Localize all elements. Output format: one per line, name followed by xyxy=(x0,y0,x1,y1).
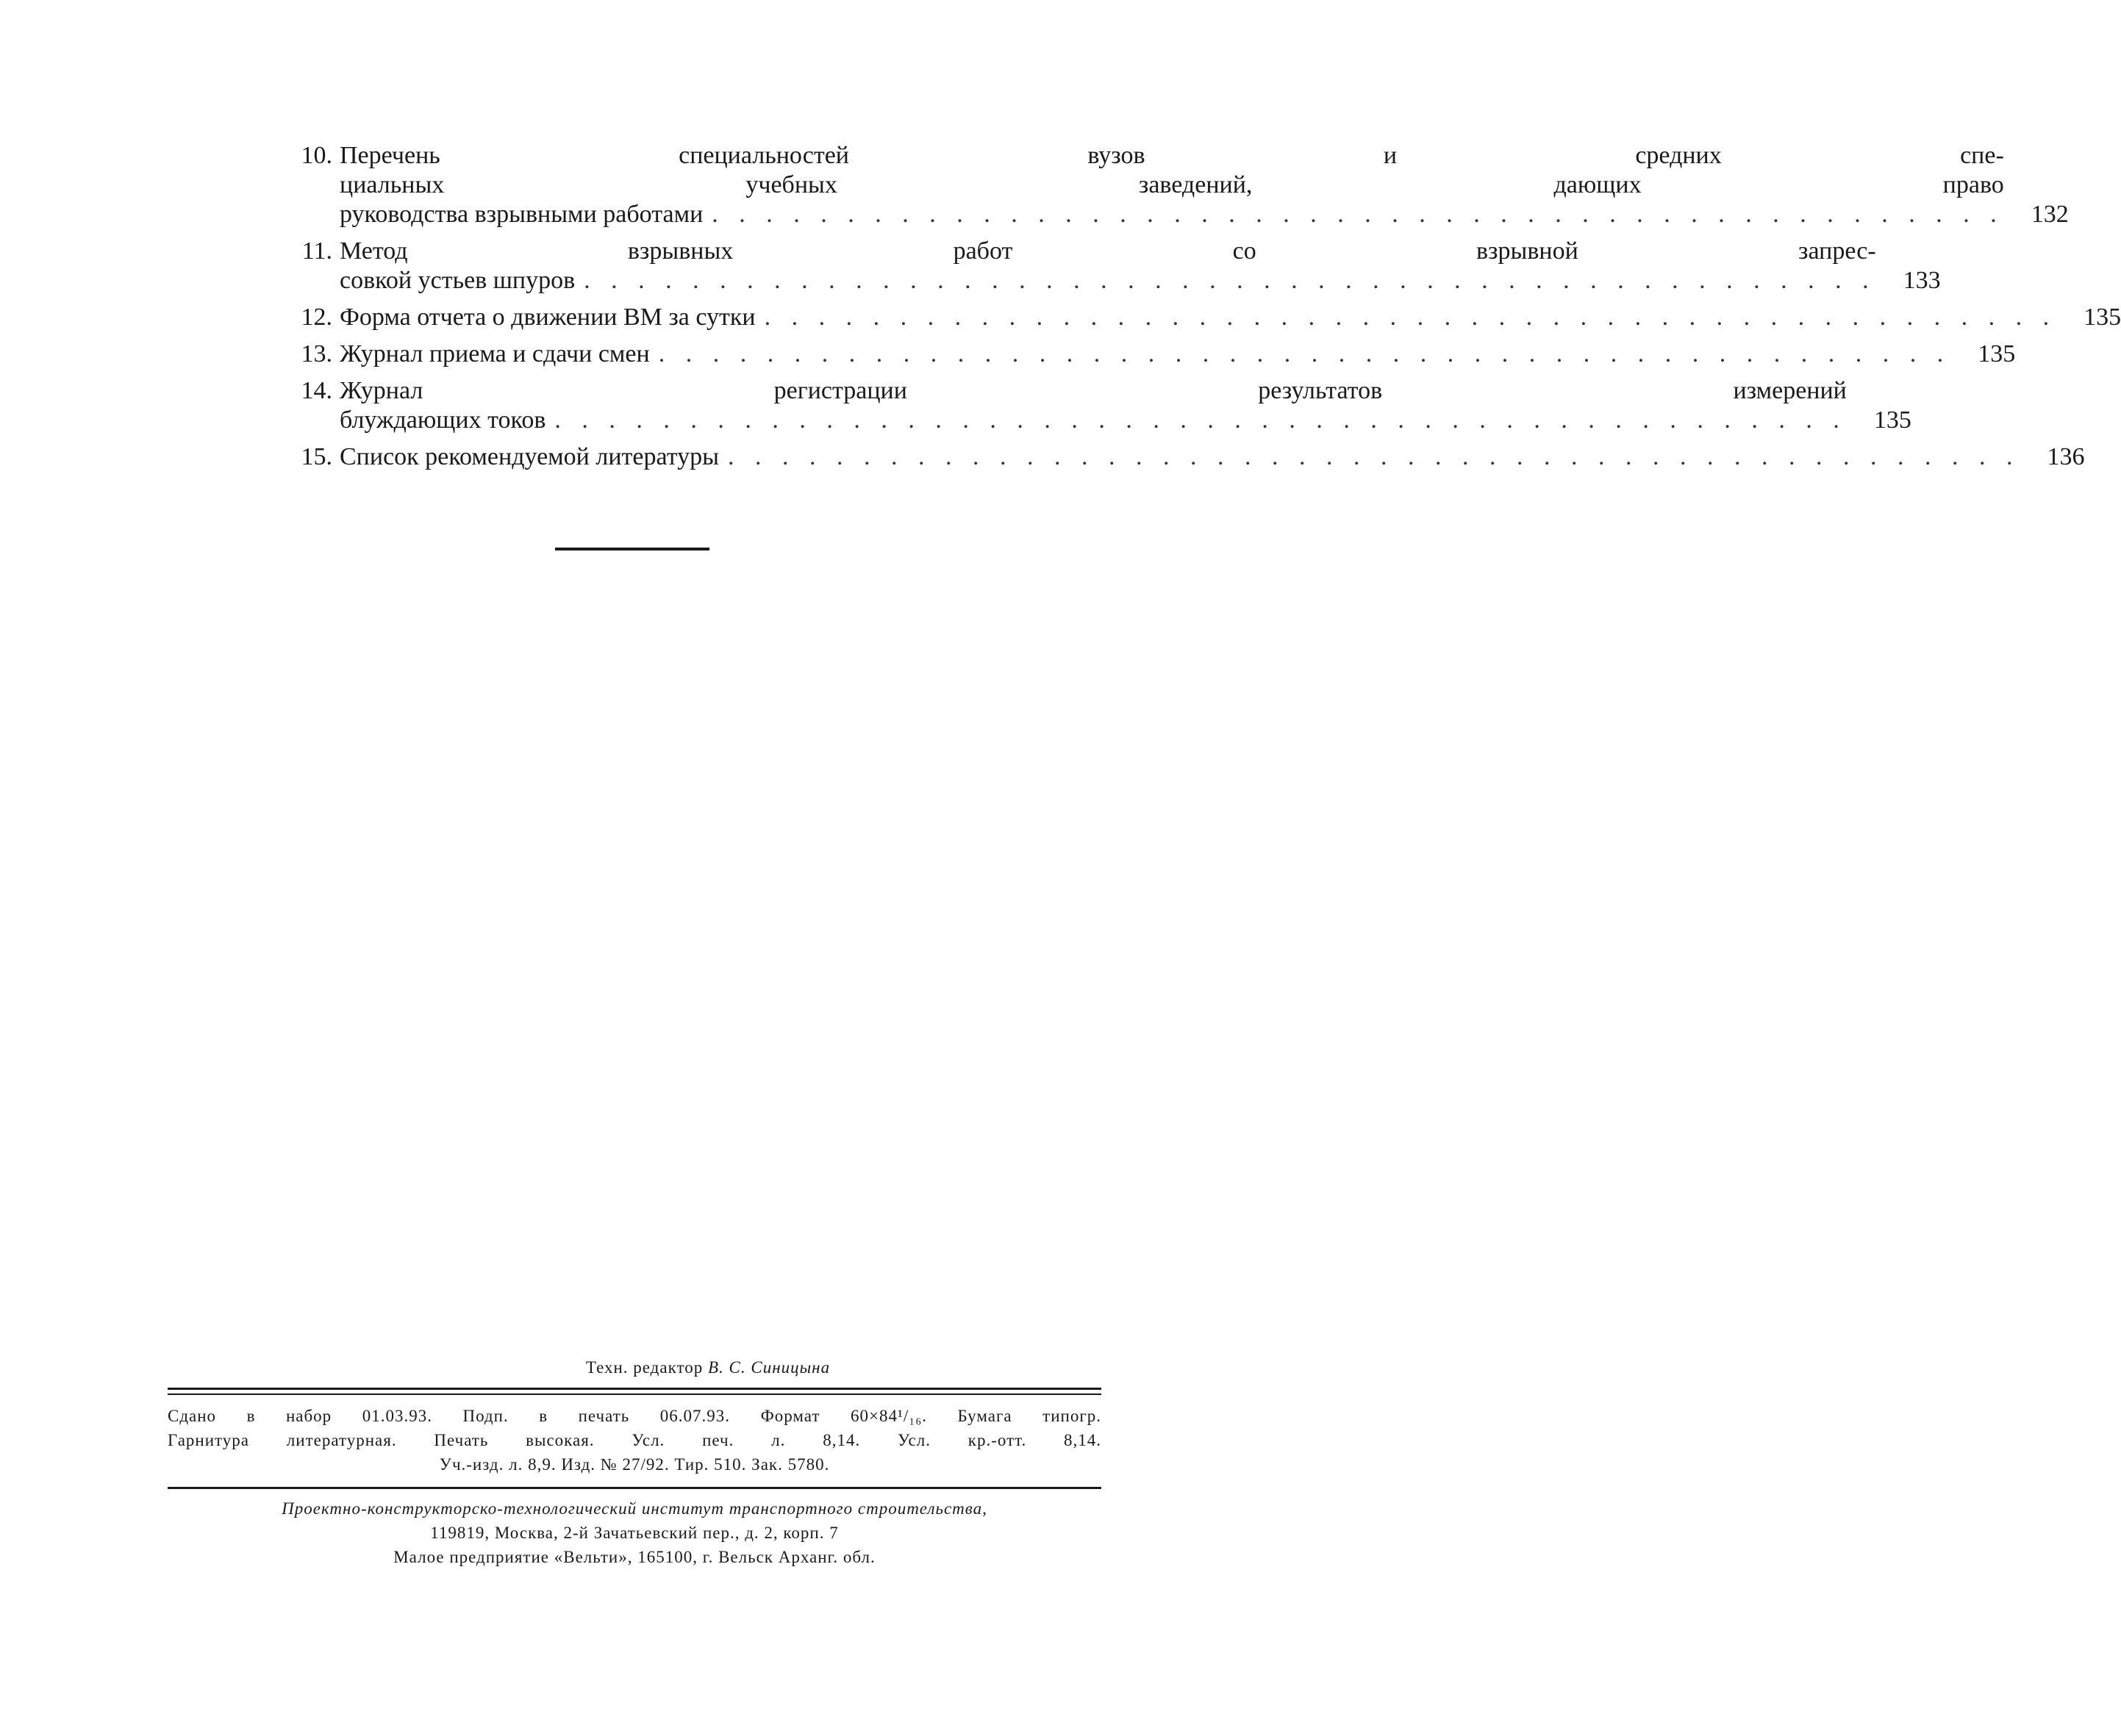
toc-item-body xyxy=(340,237,1941,295)
toc-leader-dots xyxy=(703,200,2004,229)
editor-name: В. С. Синицына xyxy=(707,1358,831,1377)
toc-item-page: 133 xyxy=(1903,267,1941,294)
imprint-details-line: Сдано в набор 01.03.93. Подп. в печать 06.07.93. Формат 60×84¹/₁₆. Бумага типогр. xyxy=(168,1407,1101,1425)
toc-item xyxy=(294,442,2085,472)
table-of-contents xyxy=(294,141,2121,479)
toc-leader-dots xyxy=(756,303,2057,332)
toc-item-title: Форма отчета о движении ВМ за сутки xyxy=(340,304,756,331)
toc-item-page: 132 xyxy=(2031,201,2069,228)
toc-item xyxy=(294,376,1911,435)
toc-leader-dots xyxy=(575,266,1876,295)
toc-item-last-line xyxy=(340,340,2015,369)
toc-item-last-line xyxy=(340,406,1911,435)
toc-item-number: 14. xyxy=(301,377,332,404)
toc-leader-dots xyxy=(546,406,1847,435)
toc-item-last-line xyxy=(340,303,2121,332)
imprint-details-line: Уч.-изд. л. 8,9. Изд. № 27/92. Тир. 510. Зак. 5780. xyxy=(439,1455,830,1474)
toc-item-body xyxy=(340,141,2069,229)
publisher-address: 119819, Москва, 2-й Зачатьевский пер., д. 2, корп. 7 xyxy=(430,1524,839,1542)
toc-item-line: Журнал регистрации результатов измерений xyxy=(340,377,1847,404)
toc-item-body xyxy=(340,376,1911,435)
toc-item-page: 135 xyxy=(1978,340,2016,367)
publisher-name: Проектно-конструкторско-технологический институт транспортного строительства, xyxy=(282,1499,987,1518)
imprint-block xyxy=(168,1358,1101,1569)
toc-item xyxy=(294,340,2016,369)
toc-item-title-end: руководства взрывными работами xyxy=(340,201,704,228)
section-divider xyxy=(555,548,709,550)
toc-item-number: 12. xyxy=(301,304,332,331)
toc-item-page: 135 xyxy=(1873,406,1911,434)
technical-editor xyxy=(315,1358,1101,1377)
toc-item xyxy=(294,141,2069,229)
printer-info: Малое предприятие «Вельти», 165100, г. Вельск Арханг. обл. xyxy=(393,1548,876,1566)
toc-item-number: 11. xyxy=(301,237,332,265)
toc-item-body xyxy=(340,442,2084,472)
toc-item-title: Список рекомендуемой литературы xyxy=(340,443,719,470)
toc-item-last-line xyxy=(340,200,2069,229)
single-rule xyxy=(168,1487,1101,1489)
toc-leader-dots xyxy=(719,442,2020,472)
toc-item-number: 15. xyxy=(301,443,332,470)
toc-item-title: Журнал приема и сдачи смен xyxy=(340,340,650,367)
toc-item-page: 136 xyxy=(2047,443,2085,470)
toc-item-line: циальных учебных заведений, дающих право xyxy=(340,171,2004,198)
toc-item-last-line xyxy=(340,266,1941,295)
toc-item-line: Метод взрывных работ со взрывной запрес- xyxy=(340,237,1876,265)
toc-item-number: 13. xyxy=(301,340,332,367)
imprint-details-line: Гарнитура литературная. Печать высокая. Усл. печ. л. 8,14. Усл. кр.-отт. 8,14. xyxy=(168,1431,1101,1449)
toc-item-line: Перечень специальностей вузов и средних спе- xyxy=(340,142,2004,169)
toc-item xyxy=(294,303,2121,332)
toc-leader-dots xyxy=(650,340,1951,369)
editor-label: Техн. редактор xyxy=(585,1358,704,1377)
toc-item-title-end: совкой устьев шпуров xyxy=(340,267,576,294)
toc-item-page: 135 xyxy=(2084,304,2121,331)
toc-item-body xyxy=(340,303,2121,332)
toc-item-body xyxy=(340,340,2015,369)
toc-item-title-end: блуждающих токов xyxy=(340,406,546,434)
double-rule xyxy=(168,1388,1101,1395)
toc-item-number: 10. xyxy=(301,142,332,169)
toc-item-last-line xyxy=(340,442,2084,472)
toc-item xyxy=(294,237,1941,295)
